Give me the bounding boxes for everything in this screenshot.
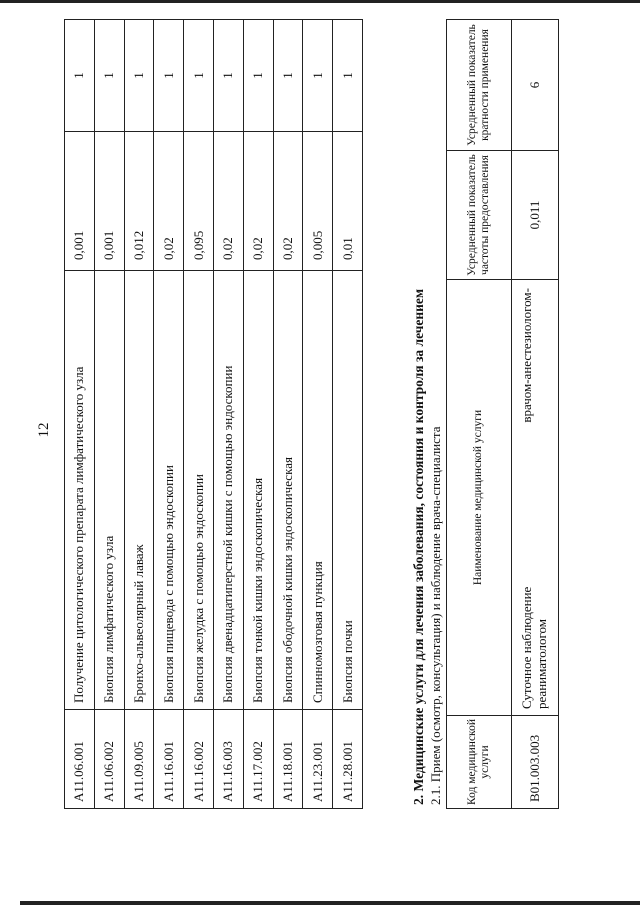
cell-code: A11.28.001 — [333, 710, 363, 809]
cell-name: Биопсия желудка с помощью эндоскопии — [184, 271, 214, 710]
cell-code: A11.16.002 — [184, 710, 214, 809]
cell-freq: 0,02 — [213, 132, 243, 271]
table-row — [303, 20, 333, 809]
header-freq: Усредненный показатель частоты предоставления — [447, 151, 512, 280]
cell-name: Бронхо-альвеолярный лаваж — [124, 271, 154, 710]
cell-freq: 0,01 — [333, 132, 363, 271]
cell-freq: 0,001 — [94, 132, 124, 271]
table-row — [512, 20, 559, 809]
cell-name-part2: врачом-анестезиологом- — [519, 288, 535, 423]
cell-freq: 0,02 — [154, 132, 184, 271]
cell-mult: 1 — [124, 20, 154, 132]
cell-name: Биопсия пищевода с помощью эндоскопии — [154, 271, 184, 710]
cell-freq: 0,011 — [512, 151, 559, 280]
table-row — [273, 20, 303, 809]
header-mult: Усредненный показатель кратности применения — [447, 20, 512, 151]
table-header-row — [447, 20, 512, 809]
table-row — [213, 20, 243, 809]
cell-mult: 1 — [65, 20, 95, 132]
cell-mult: 1 — [94, 20, 124, 132]
cell-freq: 0,095 — [184, 132, 214, 271]
cell-mult: 6 — [512, 20, 559, 151]
cell-code: A11.23.001 — [303, 710, 333, 809]
table-row — [65, 20, 95, 809]
cell-freq: 0,012 — [124, 132, 154, 271]
cell-name: Биопсия лимфатического узла — [94, 271, 124, 710]
cell-mult: 1 — [303, 20, 333, 132]
table-row — [333, 20, 363, 809]
cell-code: A11.16.001 — [154, 710, 184, 809]
table-row — [94, 20, 124, 809]
table-row — [243, 20, 273, 809]
cell-name: Биопсия двенадцатиперстной кишки с помощью эндоскопии — [213, 271, 243, 710]
cell-freq: 0,001 — [65, 132, 95, 271]
subsection-title: 2.1. Прием (осмотр, консультация) и наблюдение врача-специалиста — [428, 426, 443, 805]
cell-name: Получение цитологического препарата лимфатического узла — [65, 271, 95, 710]
cell-mult: 1 — [213, 20, 243, 132]
cell-name: Биопсия тонкой кишки эндоскопическая — [243, 271, 273, 710]
cell-code: A11.18.001 — [273, 710, 303, 809]
cell-mult: 1 — [243, 20, 273, 132]
table-row — [124, 20, 154, 809]
table-row — [154, 20, 184, 809]
cell-freq: 0,005 — [303, 132, 333, 271]
cell-name — [512, 280, 559, 716]
cell-freq: 0,02 — [273, 132, 303, 271]
cell-code: A11.06.001 — [65, 710, 95, 809]
cell-code: B01.003.003 — [512, 716, 559, 809]
cell-mult: 1 — [154, 20, 184, 132]
cell-name: Биопсия ободочной кишки эндоскопическая — [273, 271, 303, 710]
cell-code: A11.16.003 — [213, 710, 243, 809]
cell-name: Биопсия почки — [333, 271, 363, 710]
cell-name: Спинномозговая пункция — [303, 271, 333, 710]
cell-code: A11.17.002 — [243, 710, 273, 809]
cell-freq: 0,02 — [243, 132, 273, 271]
page-number: 12 — [36, 422, 52, 438]
header-code: Код медицинской услуги — [447, 716, 512, 809]
cell-mult: 1 — [184, 20, 214, 132]
services-table — [64, 19, 363, 809]
header-name: Наименование медицинской услуги — [447, 280, 512, 716]
cell-code: A11.09.005 — [124, 710, 154, 809]
specialist-table — [446, 19, 559, 809]
cell-mult: 1 — [333, 20, 363, 132]
table-row — [184, 20, 214, 809]
cell-name-line2: реаниматологом — [534, 619, 549, 709]
cell-code: A11.06.002 — [94, 710, 124, 809]
section-title: 2. Медицинские услуги для лечения заболевания, состояния и контроля за лечением — [411, 288, 426, 805]
cell-name-part1: Суточное наблюдение — [519, 586, 535, 709]
cell-mult: 1 — [273, 20, 303, 132]
